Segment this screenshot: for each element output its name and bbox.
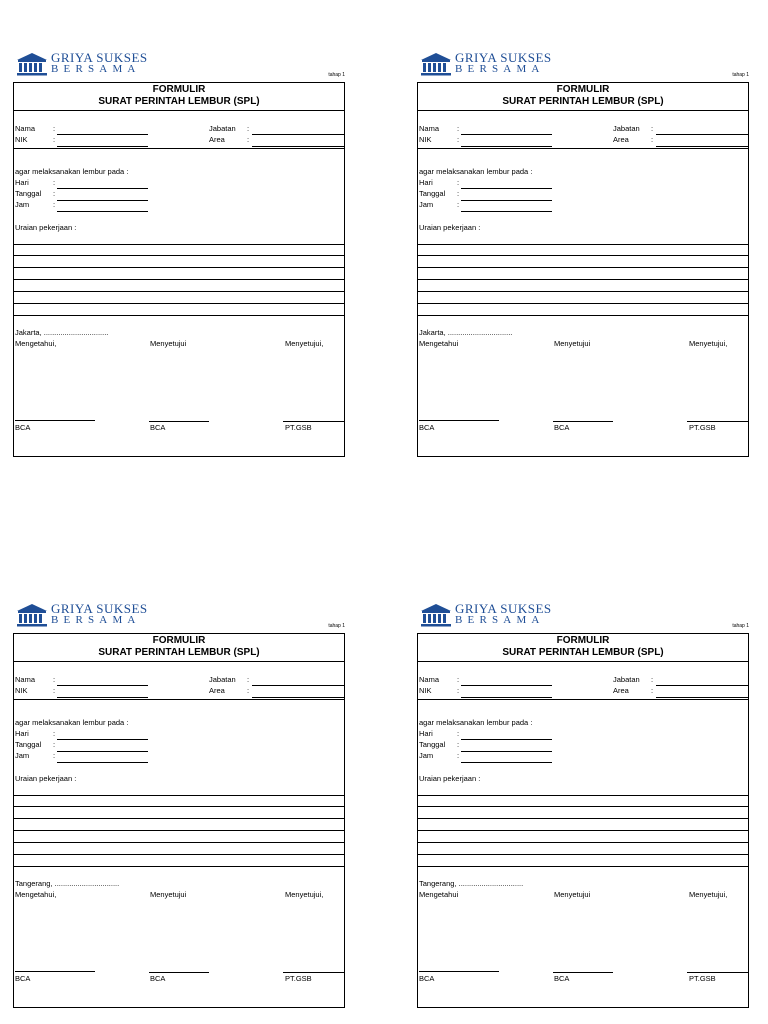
work-line[interactable] (14, 806, 344, 807)
work-line[interactable] (14, 795, 344, 796)
sign-heading-1: Mengetahui (419, 339, 459, 348)
signer-3: PT.GSB (285, 974, 312, 983)
work-line[interactable] (14, 291, 344, 292)
hari-label: Hari (419, 178, 433, 187)
sign-heading-3: Menyetujui, (689, 339, 728, 348)
tanggal-label: Tanggal (419, 189, 446, 198)
form-subtitle: SURAT PERINTAH LEMBUR (SPL) (98, 96, 260, 107)
divider (14, 866, 344, 867)
signature-line-2[interactable] (149, 972, 209, 973)
place-date: Jakarta, ............................... (15, 328, 109, 337)
instruction-text: agar melaksanakan lembur pada : (15, 167, 129, 176)
jabatan-field[interactable] (656, 685, 748, 686)
divider (14, 110, 344, 111)
building-logo-icon (15, 52, 49, 76)
colon: : (247, 135, 250, 144)
work-line[interactable] (14, 255, 344, 256)
sign-heading-3: Menyetujui, (689, 890, 728, 899)
work-line[interactable] (418, 818, 748, 819)
building-logo-icon (419, 603, 453, 627)
divider (14, 315, 344, 316)
stage-label: tahap 1 (732, 72, 749, 78)
hari-field[interactable] (461, 739, 552, 740)
sign-heading-1: Mengetahui, (15, 339, 57, 348)
signature-line-1[interactable] (419, 420, 499, 421)
nama-label: Nama (15, 124, 36, 133)
work-line[interactable] (418, 267, 748, 268)
divider (418, 866, 748, 867)
form-box (417, 633, 749, 1008)
work-line[interactable] (14, 303, 344, 304)
area-label: Area (209, 135, 225, 144)
colon: : (457, 740, 460, 749)
area-label: Area (613, 686, 629, 695)
form-title: FORMULIR (152, 635, 206, 646)
signature-line-1[interactable] (419, 971, 499, 972)
form-header (417, 50, 749, 82)
sign-heading-2: Menyetujui (150, 890, 187, 899)
nama-field[interactable] (57, 134, 148, 135)
signer-2: BCA (150, 974, 166, 983)
sign-heading-3: Menyetujui, (285, 339, 324, 348)
work-description-label: Uraian pekerjaan : (15, 774, 77, 783)
hari-field[interactable] (57, 188, 148, 189)
tanggal-field[interactable] (57, 751, 148, 752)
sign-heading-2: Menyetujui (554, 890, 591, 899)
colon: : (457, 135, 460, 144)
jabatan-label: Jabatan (209, 124, 236, 133)
colon: : (457, 729, 460, 738)
signature-line-1[interactable] (15, 971, 95, 972)
work-line[interactable] (418, 842, 748, 843)
brand-name-line2: BERSAMA (455, 614, 545, 626)
jam-field[interactable] (57, 211, 148, 212)
nik-label: NIK (419, 686, 432, 695)
building-logo-icon (15, 603, 49, 627)
work-description-label: Uraian pekerjaan : (15, 223, 77, 232)
divider (418, 661, 748, 662)
sign-heading-3: Menyetujui, (285, 890, 324, 899)
signature-line-3[interactable] (687, 972, 749, 973)
nik-field[interactable] (57, 146, 148, 147)
tanggal-field[interactable] (57, 200, 148, 201)
signature-line-3[interactable] (687, 421, 749, 422)
work-line[interactable] (418, 795, 748, 796)
divider (418, 148, 748, 149)
signer-1: BCA (15, 974, 31, 983)
spl-form (417, 601, 749, 1008)
signer-2: BCA (554, 423, 570, 432)
signer-2: BCA (150, 423, 166, 432)
nama-field[interactable] (57, 685, 148, 686)
colon: : (53, 178, 56, 187)
spl-form (417, 50, 749, 457)
work-line[interactable] (14, 854, 344, 855)
form-subtitle: SURAT PERINTAH LEMBUR (SPL) (502, 647, 664, 658)
form-subtitle: SURAT PERINTAH LEMBUR (SPL) (98, 647, 260, 658)
colon: : (651, 135, 654, 144)
instruction-text: agar melaksanakan lembur pada : (419, 718, 533, 727)
sign-heading-2: Menyetujui (554, 339, 591, 348)
tanggal-field[interactable] (461, 751, 552, 752)
signer-1: BCA (15, 423, 31, 432)
hari-field[interactable] (57, 739, 148, 740)
colon: : (53, 189, 56, 198)
work-line[interactable] (14, 818, 344, 819)
jabatan-field[interactable] (656, 134, 748, 135)
signer-3: PT.GSB (689, 423, 716, 432)
jam-label: Jam (419, 751, 434, 760)
divider (14, 699, 344, 700)
brand-name-line2: BERSAMA (51, 614, 141, 626)
nama-label: Nama (15, 675, 36, 684)
jabatan-label: Jabatan (613, 675, 640, 684)
colon: : (457, 124, 460, 133)
hari-label: Hari (15, 729, 29, 738)
sign-heading-1: Mengetahui (419, 890, 459, 899)
signature-line-2[interactable] (553, 972, 613, 973)
nama-label: Nama (419, 124, 440, 133)
nik-label: NIK (419, 135, 432, 144)
divider (14, 148, 344, 149)
signer-1: BCA (419, 974, 435, 983)
tanggal-label: Tanggal (419, 740, 446, 749)
form-title: FORMULIR (556, 635, 610, 646)
colon: : (457, 686, 460, 695)
stage-label: tahap 1 (328, 623, 345, 629)
brand-name-line1: GRIYA SUKSES (455, 50, 552, 65)
jam-field[interactable] (461, 762, 552, 763)
nama-field[interactable] (461, 685, 552, 686)
divider (418, 110, 748, 111)
form-header (13, 601, 345, 633)
area-label: Area (613, 135, 629, 144)
colon: : (247, 686, 250, 695)
tanggal-label: Tanggal (15, 740, 42, 749)
work-description-label: Uraian pekerjaan : (419, 774, 481, 783)
colon: : (53, 135, 56, 144)
area-field[interactable] (252, 697, 344, 698)
brand-name-line2: BERSAMA (51, 63, 141, 75)
tanggal-field[interactable] (461, 200, 552, 201)
stage-label: tahap 1 (732, 623, 749, 629)
signer-3: PT.GSB (689, 974, 716, 983)
nik-field[interactable] (461, 697, 552, 698)
work-line[interactable] (14, 842, 344, 843)
colon: : (53, 675, 56, 684)
form-header (13, 50, 345, 82)
instruction-text: agar melaksanakan lembur pada : (419, 167, 533, 176)
jabatan-field[interactable] (252, 685, 344, 686)
colon: : (247, 124, 250, 133)
spl-form (13, 601, 345, 1008)
nama-label: Nama (419, 675, 440, 684)
form-header (417, 601, 749, 633)
building-logo-icon (419, 52, 453, 76)
place-date: Tangerang, ............................... (419, 879, 524, 888)
form-title: FORMULIR (556, 84, 610, 95)
work-line[interactable] (418, 854, 748, 855)
colon: : (457, 675, 460, 684)
divider (418, 699, 748, 700)
jabatan-label: Jabatan (613, 124, 640, 133)
nik-label: NIK (15, 686, 28, 695)
colon: : (53, 729, 56, 738)
work-line[interactable] (418, 830, 748, 831)
sign-heading-2: Menyetujui (150, 339, 187, 348)
signer-1: BCA (419, 423, 435, 432)
place-date: Tangerang, ............................... (15, 879, 120, 888)
colon: : (53, 200, 56, 209)
signature-line-1[interactable] (15, 420, 95, 421)
colon: : (457, 200, 460, 209)
brand-name-line1: GRIYA SUKSES (455, 601, 552, 616)
divider (14, 661, 344, 662)
area-field[interactable] (656, 697, 748, 698)
signature-line-2[interactable] (149, 421, 209, 422)
nik-field[interactable] (461, 146, 552, 147)
jabatan-label: Jabatan (209, 675, 236, 684)
colon: : (53, 751, 56, 760)
colon: : (651, 675, 654, 684)
work-line[interactable] (418, 244, 748, 245)
colon: : (53, 124, 56, 133)
work-line[interactable] (418, 806, 748, 807)
colon: : (651, 124, 654, 133)
brand-name-line2: BERSAMA (455, 63, 545, 75)
instruction-text: agar melaksanakan lembur pada : (15, 718, 129, 727)
jam-label: Jam (419, 200, 434, 209)
work-line[interactable] (14, 830, 344, 831)
signer-3: PT.GSB (285, 423, 312, 432)
nama-field[interactable] (461, 134, 552, 135)
work-description-label: Uraian pekerjaan : (419, 223, 481, 232)
work-line[interactable] (418, 303, 748, 304)
tanggal-label: Tanggal (15, 189, 42, 198)
jabatan-field[interactable] (252, 134, 344, 135)
colon: : (53, 686, 56, 695)
signer-2: BCA (554, 974, 570, 983)
colon: : (457, 189, 460, 198)
sign-heading-1: Mengetahui, (15, 890, 57, 899)
work-line[interactable] (14, 267, 344, 268)
jam-label: Jam (15, 751, 30, 760)
work-line[interactable] (14, 244, 344, 245)
form-box (13, 82, 345, 457)
form-title: FORMULIR (152, 84, 206, 95)
work-line[interactable] (418, 255, 748, 256)
area-field[interactable] (656, 146, 748, 147)
jam-field[interactable] (57, 762, 148, 763)
nik-field[interactable] (57, 697, 148, 698)
signature-line-3[interactable] (283, 421, 345, 422)
hari-label: Hari (419, 729, 433, 738)
signature-line-3[interactable] (283, 972, 345, 973)
area-field[interactable] (252, 146, 344, 147)
stage-label: tahap 1 (328, 72, 345, 78)
hari-label: Hari (15, 178, 29, 187)
form-box (417, 82, 749, 457)
form-subtitle: SURAT PERINTAH LEMBUR (SPL) (502, 96, 664, 107)
spl-form (13, 50, 345, 457)
jam-field[interactable] (461, 211, 552, 212)
colon: : (457, 178, 460, 187)
nik-label: NIK (15, 135, 28, 144)
work-line[interactable] (14, 279, 344, 280)
hari-field[interactable] (461, 188, 552, 189)
area-label: Area (209, 686, 225, 695)
colon: : (247, 675, 250, 684)
work-line[interactable] (418, 279, 748, 280)
work-line[interactable] (418, 291, 748, 292)
colon: : (457, 751, 460, 760)
colon: : (53, 740, 56, 749)
colon: : (651, 686, 654, 695)
brand-name-line1: GRIYA SUKSES (51, 601, 148, 616)
divider (418, 315, 748, 316)
form-box (13, 633, 345, 1008)
signature-line-2[interactable] (553, 421, 613, 422)
place-date: Jakarta, ............................... (419, 328, 513, 337)
brand-name-line1: GRIYA SUKSES (51, 50, 148, 65)
jam-label: Jam (15, 200, 30, 209)
